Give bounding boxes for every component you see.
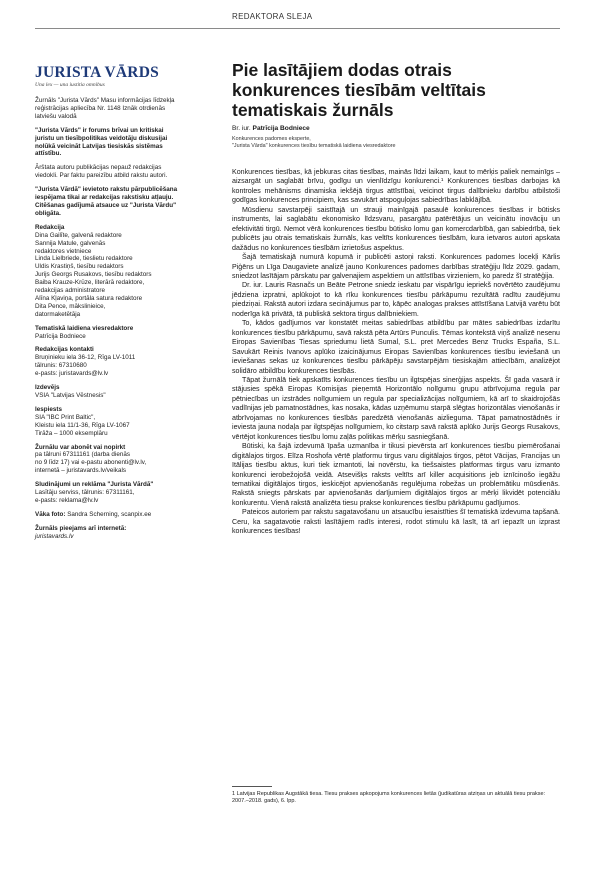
editorial-member: Uldis Krastiņš, tiesību redaktors	[35, 263, 124, 271]
author-role: Konkurences padomes eksperte,	[232, 136, 311, 142]
contacts-heading: Redakcijas kontakti	[35, 346, 94, 354]
cover-photo-label: Vāka foto:	[35, 510, 66, 518]
issue-editor-heading: Tematiskā laidiena viesredaktore	[35, 324, 134, 332]
article-paragraph: Dr. iur. Lauris Rasnačs un Beāte Petrone sniedz ieskatu par vispārīgu iepriekš novērtēto zaudējumu jēdziena izpratni, aplūkojot to kā rīku konkurences tiesību pārkāpumu rezultātā radītu zaudējumu piedziņai. Rakstā autori izdara secinājumus par to, kāpēc analogas prakses attīstīšana Latvijā varētu būt noderīga kā privātā, tā publiskā sektora tirgus dalībniekiem.	[232, 281, 560, 318]
masthead-forum-statement: "Jurista Vārds" ir forums brīvai un kritiskai juristu un tiesībpolitikas veidotāju diskusijai nolūkā veicināt Latvijas tiesiskās sistēmas attīstību.	[35, 126, 168, 158]
masthead-sidebar	[35, 97, 180, 547]
header-divider	[35, 28, 560, 29]
editorial-member: Jurijs Georgs Rusakovs, tiesību redaktors	[35, 271, 152, 279]
title-line: konkurences tiesībām veltītais	[232, 80, 486, 100]
publication-logo	[35, 64, 175, 88]
masthead-disclaimer: Ārštata autoru publikācijas nepauž redakcijas viedokli. Par faktu pareizību atbild rakstu autori.	[35, 164, 168, 180]
editorial-member: Alīna Kļaviņa, portāla satura redaktore	[35, 294, 143, 302]
subscribe-heading: Žurnālu var abonēt vai nopirkt	[35, 443, 126, 451]
article-paragraph: Konkurences tiesības, kā jebkuras citas tiesības, mainās līdzi laikam, kaut to mērķis paliek nemainīgs – aizsargāt un saglabāt brīvu, godīgu un vienlīdzīgu konkurenci.¹ Konkurences tiesības darbojas kā kontroles mehānisms dinamiska iekšējā tirgus attīstībai, veicinot tirgus dalībnieku darbību atbilstoši godīgas konkurences principiem, kas savukārt atspoguļojas sabiedrības labklājībā.	[232, 168, 560, 205]
article-paragraph: Mūsdienu savstarpēji saistītajā un strauji mainīgajā pasaulē konkurences tiesības ir būtisks instruments, lai saglabātu ekonomisko līdzsvaru, pasargātu patērētājus un veicinātu inovāciju un efektivitāti tirgū. Nemot vērā konkurences tiesību būtisko lomu gan komercdarbībā, gan sabiedrībā, tiek publicēts jau otrais tematiskais žurnāls, kas veltīts konkurences tiesībām, kura ietvaros autori apskata dažādus no konkurences tiesībām izrietošus aspektus.	[232, 205, 560, 252]
author-role: "Jurista Vārda" konkurences tiesību tematiskā laidiena viesredaktore	[232, 143, 396, 149]
section-label: REDAKTORA SLEJA	[232, 12, 313, 21]
editorial-member: Dina Gailīte, galvenā redaktore	[35, 231, 122, 239]
byline	[232, 125, 310, 132]
author-name: Patrīcija Bodniece	[252, 125, 310, 132]
editorial-team	[35, 224, 180, 319]
printer-heading: Iespiests	[35, 405, 62, 413]
author-description	[232, 136, 396, 150]
article-body	[232, 168, 560, 537]
contact-address: Bruņinieku iela 36-12, Rīga LV-1011	[35, 354, 136, 362]
author-degree: Br. iur.	[232, 125, 251, 132]
subscribe-line: internetā – juristavards.lv/veikals	[35, 467, 126, 475]
ads-line: Lasītāju serviss, tālrunis: 67311161,	[35, 489, 135, 497]
ads-heading: Sludinājumi un reklāma "Jurista Vārdā"	[35, 481, 154, 489]
printer-line: Kleistu iela 11/1-36, Rīga LV-1067	[35, 421, 130, 429]
masthead-intro: Žurnāls "Jurista Vārds" Masu informācijas līdzekļa reģistrācijas apliecība Nr. 1148 Iznāk otrdienās latviešu valodā	[35, 97, 175, 120]
article-paragraph: Šajā tematiskajā numurā kopumā ir publicēti astoņi raksti. Konkurences padomes locekļi Kārlis Piģēns un Līga Daugaviete analizē jauno Konkurences padomes darbības stratēģiju līdz 2029. gadam, sniedzot lasītājam pārskatu par galvenajiem aspektiem un attīstības virzieniem, ko paredz šī stratēģija.	[232, 253, 560, 280]
online-heading: Žurnāls pieejams arī internetā:	[35, 524, 127, 532]
ads-line: e-pasts: reklama@lv.lv	[35, 496, 99, 504]
editorial-heading: Redakcija	[35, 223, 65, 231]
footnote: 1 Latvijas Republikas Augstākā tiesa. Tiesu prakses apkopojums konkurences lietās (judikatūras atziņas un aktuālā tiesu prakse: 2007.–2018. gads), 6. lpp.	[232, 791, 546, 804]
contact-phone: tālrunis: 67310680	[35, 362, 87, 370]
editorial-member: redakcijas administratore	[35, 287, 105, 295]
footnote-divider	[232, 786, 272, 787]
printer-line: SIA "IBC Print Baltic",	[35, 413, 96, 421]
editorial-member: datormaketētāja	[35, 310, 81, 318]
editorial-member: redaktores vietniece	[35, 247, 92, 255]
printer-line: Tirāža – 1000 eksemplāru	[35, 429, 108, 437]
article-paragraph: Tāpat žurnālā tiek apskatīts konkurences tiesību un ilgtspējas sinerģijas aspekts. Šī gada vasarā ir stājusies spēkā Eiropas Komisijas pieņemtā Horizontālo nolīgumu grupu atbrīvojuma regula par pētniecības un izstrādes nolīgumiem un regula par specializācijas nolīgumiem, kā arī to skaidrojošās vadlīnijas jeb pamatnostādnes, kas nosaka, kādas uzņēmumu starpā slēgtas horizontālas vienošanās ir atbrīvojamas no konkurences tiesībās paredzētā vienošanās aizlieguma. Tāpat pamatnostādnēs ir ieviesta jauna nodaļa par ilgtspējas nolīgumiem, ko citstarp savā rakstā aplūko Jurijs Georgs Rusakovs, vērtējot konkurences tiesību lomu zaļās politikas mērķu sasniegšanā.	[232, 375, 560, 441]
issue-editor-name: Patrīcija Bodniece	[35, 332, 86, 340]
article-title	[232, 60, 562, 120]
editorial-member: Linda Lielbriede, tieslietu redaktore	[35, 255, 133, 263]
publisher-heading: Izdevējs	[35, 384, 60, 392]
editorial-member: Dita Pence, mākslinieice,	[35, 302, 106, 310]
masthead-copyright: "Jurista Vārdā" ievietoto rakstu pārpublicēšana iespējama tikai ar redakcijas rakstisku atļauju. Citēšanas gadījumā atsauce uz "Jurista Vārdu" obligāta.	[35, 186, 178, 217]
cover-photo-credit: Sandra Scherning, scanpix.ee	[67, 510, 152, 518]
article-paragraph: To, kādos gadījumos var konstatēt meitas sabiedrības atbildību par mātes sabiedrības izdarītu konkurences tiesību pārkāpumu, savā rakstā pēta Artūrs Punculis. Tēmas kontekstā viņš analizē nesenu Eiropas Savienības Tiesas spriedumu lietā Sumal, S.L. pret Mercedes Benz Trucks España, S.L. Savukārt Reinis Ivanovs aplūko izaicinājumus Eiropas Savienības konkurences tiesību ieviešanā un ieviešanas sekas uz konkurences tiesību pārkāpēju savstarpējām tiesiskajām attiecībām, analizējot solidāro atbildību konkurences tiesībās.	[232, 319, 560, 375]
article-paragraph: Pateicos autoriem par rakstu sagatavošanu un atsaucību iesaistīties šī tematiskā izdevuma tapšanā. Ceru, ka sagatavotie raksti lasītājiem radīs interesi, rodot stimulu kā lasīt, tā arī iepazīt un izprast konkurences tiesības!	[232, 508, 560, 536]
logo-name: JURISTA VĀRDS	[35, 64, 159, 81]
editorial-member: Baiba Krauze-Krūze, literārā redaktore,	[35, 279, 145, 287]
title-line: tematiskais žurnāls	[232, 100, 394, 120]
subscribe-line: no 9 līdz 17) vai e-pastu abonenti@lv.lv,	[35, 459, 147, 467]
subscribe-line: pa tālruni 67311161 (darba dienās	[35, 451, 130, 459]
logo-tagline: Una lex — una iustitia omnibus	[35, 82, 105, 88]
article-paragraph: Būtiski, ka šajā izdevumā īpaša uzmanība ir tikusi pievērsta arī konkurences tiesību piemērošanai digitālajos tirgos. Elīza Roshofa vērtē platformu tirgus varu digitālajos tirgos, pētot Vācijas, Francijas un Itālijas tiesību aktus, kuri tiek izmantoti, lai novērstu, ka tiešsaistes platformas tirgus varu izmanto konkurenci ierobežojošā veidā. Atsevišķs raksts veltīts arī killer acquisitions jeb iznīcinošo iegāžu tematikai digitālajos tirgos, ieskicējot apvienošanās regulējuma robežas un problemātiku mūsdienās. Rakstā sniegts pārskats par apvienošanās darījumiem digitālajos tirgos ar mērķi likvidēt potenciālu konkurentu. Vienā rakstā analizēta tiesu prakse konkurences tiesību pārkāpumu gadījumos.	[232, 442, 560, 507]
title-line: Pie lasītājiem dodas otrais	[232, 60, 452, 80]
online-url[interactable]: juristavards.lv	[35, 532, 74, 540]
editorial-member: Sannija Matule, galvenās	[35, 239, 106, 247]
publisher-name: VSIA "Latvijas Vēstnesis"	[35, 392, 106, 399]
contact-email: e-pasts: juristavards@lv.lv	[35, 370, 109, 378]
